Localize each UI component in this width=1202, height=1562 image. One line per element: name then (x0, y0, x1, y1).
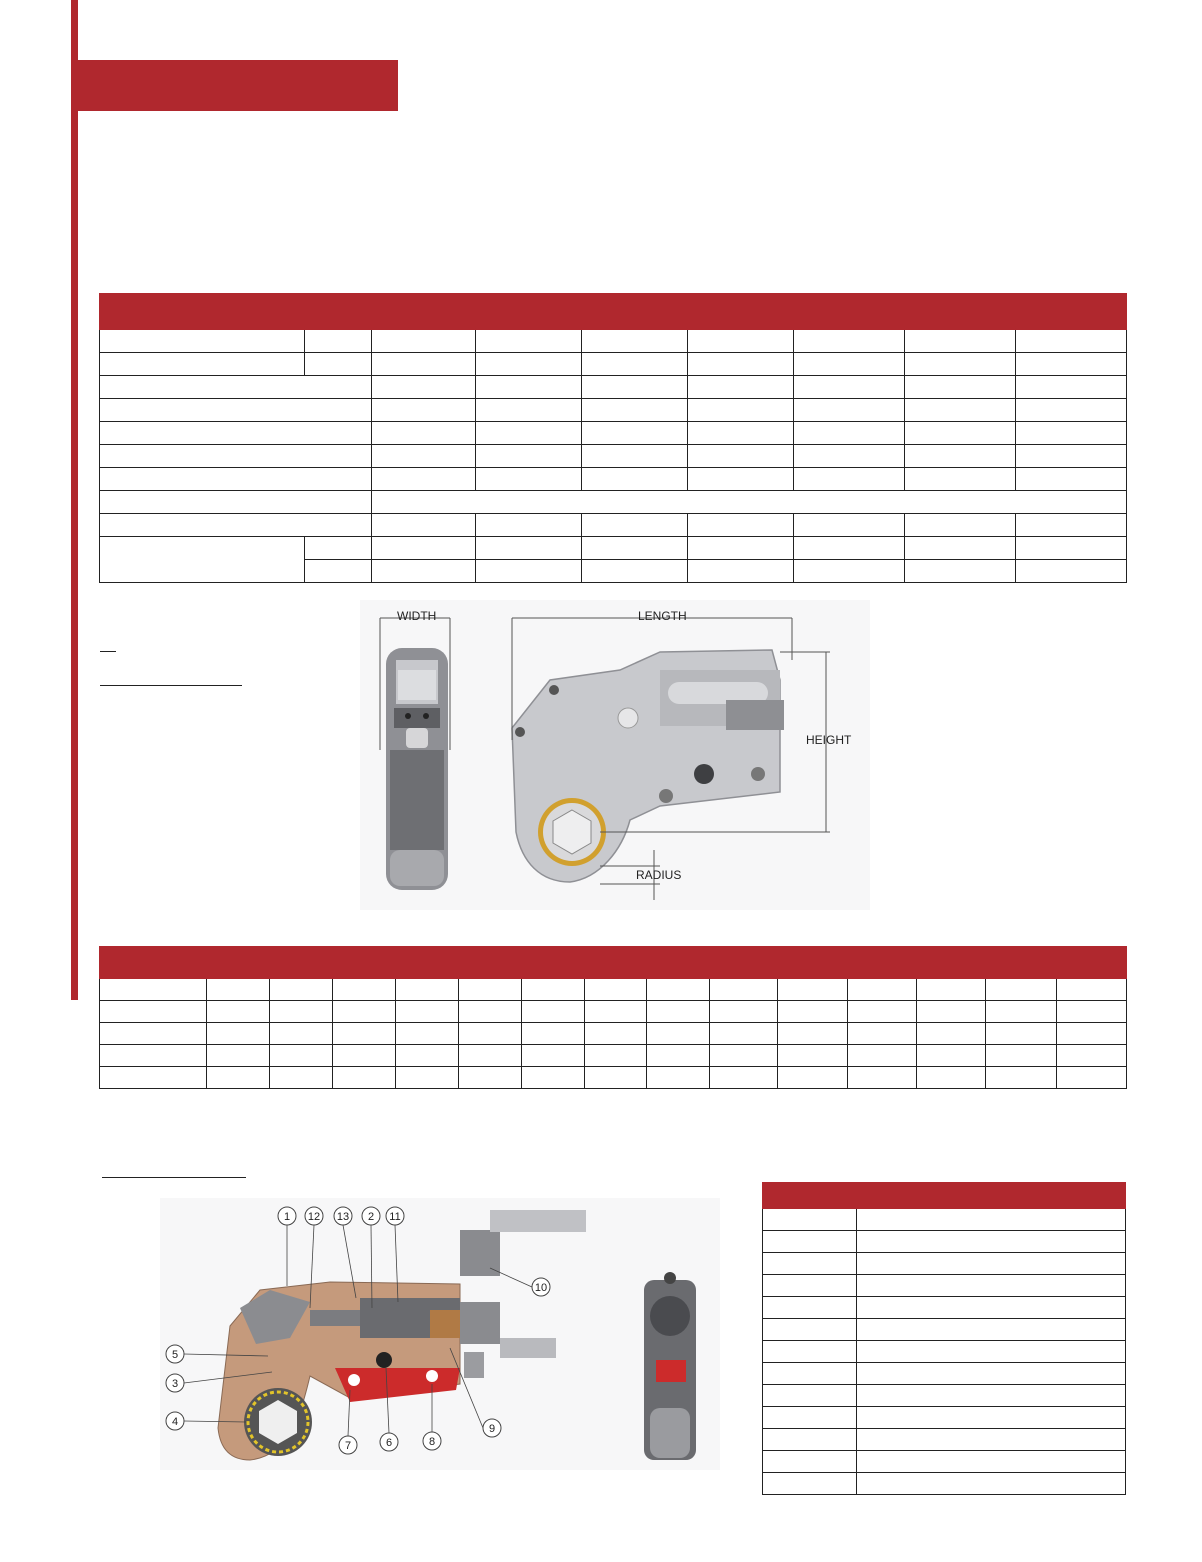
table-row (763, 1297, 1126, 1319)
note-underline-short (100, 651, 116, 652)
end-view-drawing (644, 1272, 696, 1460)
table-row (100, 514, 1127, 537)
callout-7: 7 (344, 1440, 352, 1452)
callout-13: 13 (336, 1211, 350, 1223)
table-row (763, 1341, 1126, 1363)
table-row (100, 491, 1127, 514)
specification-table (99, 293, 1127, 583)
table-row (763, 1253, 1126, 1275)
table-row (100, 537, 1127, 560)
side-view-drawing (386, 648, 448, 890)
table-row (100, 445, 1127, 468)
callout-8: 8 (428, 1436, 436, 1448)
table-row (763, 1363, 1126, 1385)
table-row (100, 1067, 1127, 1089)
table-row (100, 468, 1127, 491)
table-row (763, 1275, 1126, 1297)
dim-header-row (100, 947, 1127, 979)
callout-9: 9 (488, 1423, 496, 1435)
table-row (763, 1385, 1126, 1407)
dimension-table (99, 946, 1127, 1089)
note-underline (100, 685, 242, 686)
table-row (100, 1023, 1127, 1045)
table-row (100, 979, 1127, 1001)
callout-12: 12 (307, 1211, 321, 1223)
table-row (100, 1045, 1127, 1067)
table-row (100, 353, 1127, 376)
table-row (763, 1319, 1126, 1341)
parts-list-table (762, 1182, 1126, 1495)
table-row (763, 1473, 1126, 1495)
table-row (100, 376, 1127, 399)
length-label: LENGTH (638, 609, 687, 623)
height-label: HEIGHT (806, 733, 852, 747)
parts-header-row (763, 1183, 1126, 1209)
callout-3: 3 (171, 1378, 179, 1390)
callout-11: 11 (389, 1211, 401, 1223)
table-row (100, 422, 1127, 445)
spec-header-row (100, 294, 1127, 330)
tool-dimension-diagram (360, 600, 870, 910)
callout-6: 6 (385, 1437, 393, 1449)
width-label: WIDTH (397, 609, 437, 623)
sidebar-accent-bar (71, 0, 78, 1000)
callout-2: 2 (367, 1211, 375, 1223)
cutaway-diagram (160, 1198, 720, 1470)
title-band (71, 60, 398, 111)
callout-5: 5 (171, 1349, 179, 1361)
table-row (763, 1231, 1126, 1253)
table-row (763, 1209, 1126, 1231)
table-row (100, 1001, 1127, 1023)
callout-4: 4 (171, 1416, 179, 1428)
table-row (763, 1451, 1126, 1473)
callout-10: 10 (534, 1282, 548, 1294)
callout-1: 1 (283, 1211, 291, 1223)
table-row (100, 330, 1127, 353)
radius-label: RADIUS (636, 868, 682, 882)
table-row (763, 1429, 1126, 1451)
section-underline (102, 1177, 246, 1178)
table-row (100, 399, 1127, 422)
table-row (763, 1407, 1126, 1429)
